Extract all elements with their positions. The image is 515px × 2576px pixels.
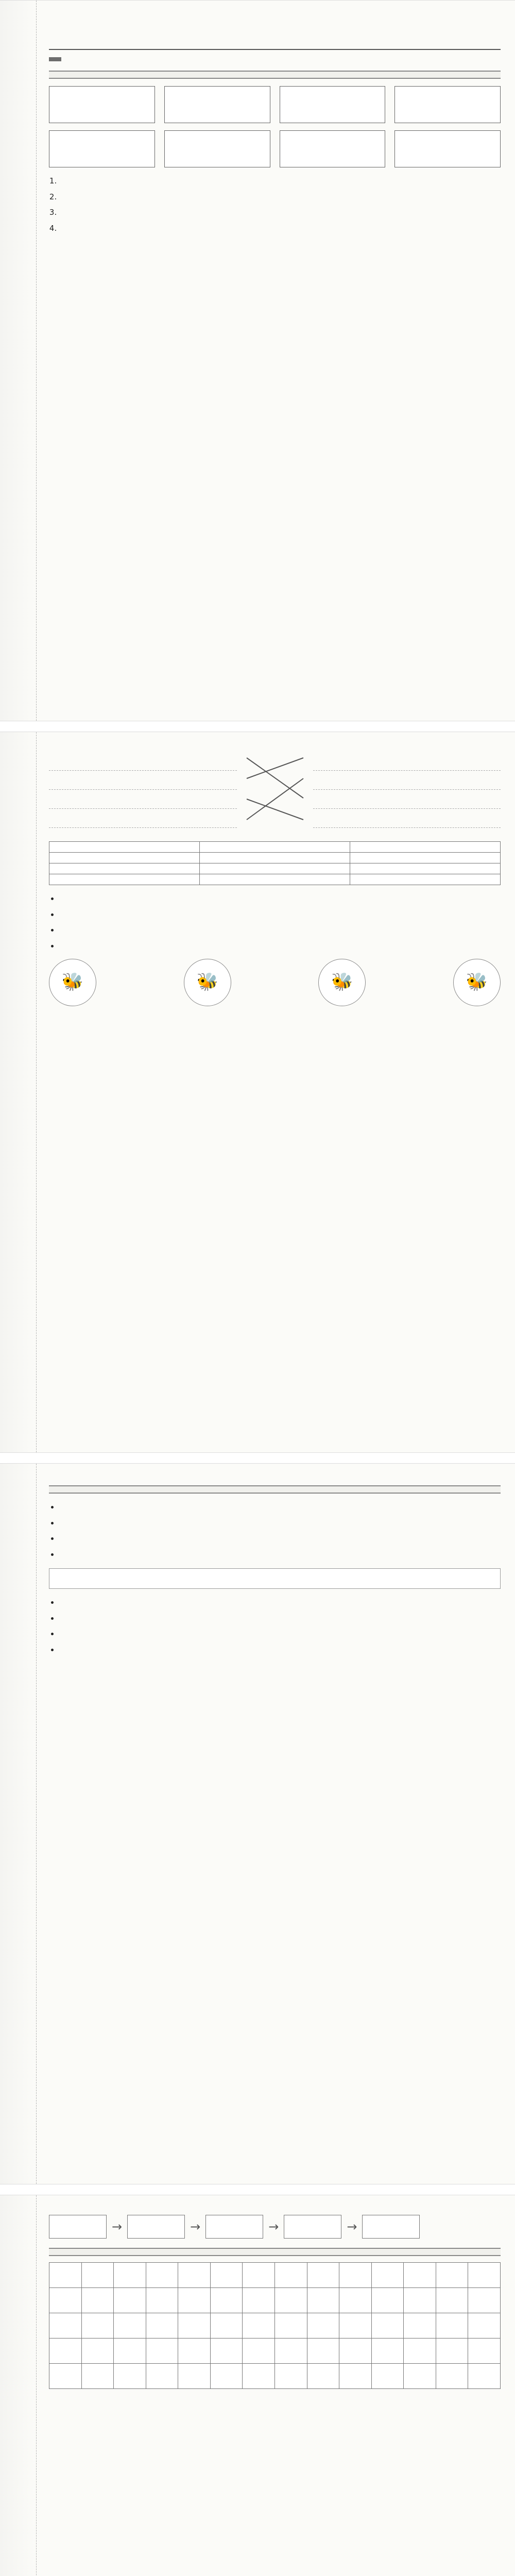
arrow-right-icon: → [112, 2219, 123, 2234]
question-5-option [59, 892, 501, 906]
grid-cell [82, 2364, 114, 2389]
bee-icon: 🐝 [49, 959, 96, 1006]
table-cell [49, 874, 200, 885]
grid-cell [404, 2313, 436, 2338]
bee-illustrations [49, 959, 501, 1006]
table-cell [200, 863, 350, 874]
grid-cell [146, 2288, 179, 2313]
grid-cell [372, 2338, 404, 2364]
exam-page-4 [0, 2195, 515, 2576]
question-5-options [49, 892, 501, 953]
grid-cell [146, 2263, 179, 2288]
exam-page-2 [0, 732, 515, 1453]
flow-box [284, 2215, 341, 2239]
exam-page-1 [0, 0, 515, 721]
grid-cell [243, 2263, 275, 2288]
question-7-option [59, 1628, 501, 1641]
table-row [49, 874, 501, 885]
exam-page-3 [0, 1463, 515, 2184]
composition-grid [49, 2262, 501, 2389]
question-8 [49, 2215, 501, 2239]
pinyin-cell [394, 86, 501, 123]
pinyin-cell [164, 130, 270, 167]
grid-cell [436, 2364, 469, 2389]
match-left-item [49, 796, 237, 809]
question-7-options [49, 1596, 501, 1656]
question-1 [49, 86, 501, 167]
match-left-item [49, 815, 237, 828]
bee-icon: 🐝 [184, 959, 231, 1006]
sequence-flow [49, 2215, 501, 2239]
grid-cell [146, 2338, 179, 2364]
pinyin-cell [49, 130, 155, 167]
question-7-option [59, 1643, 501, 1657]
flow-box [49, 2215, 107, 2239]
grid-cell [211, 2364, 243, 2389]
section-3-title [49, 2248, 501, 2256]
match-right-item [313, 796, 501, 809]
table-cell [49, 853, 200, 863]
grid-cell [372, 2288, 404, 2313]
grid-cell [339, 2263, 372, 2288]
grid-cell [307, 2313, 340, 2338]
grid-cell [307, 2288, 340, 2313]
question-2 [49, 175, 501, 235]
grid-cell [114, 2288, 146, 2313]
bee-icon: 🐝 [453, 959, 501, 1006]
flow-box [205, 2215, 263, 2239]
grid-cell [372, 2263, 404, 2288]
match-lines [244, 752, 306, 834]
arrow-right-icon: → [347, 2219, 357, 2234]
grid-cell [307, 2338, 340, 2364]
grid-cell [339, 2288, 372, 2313]
grid-cell [404, 2288, 436, 2313]
grid-cell [404, 2364, 436, 2389]
grid-cell [82, 2338, 114, 2364]
grid-cell [275, 2313, 307, 2338]
question-7 [49, 1596, 501, 1656]
grid-cell [436, 2313, 469, 2338]
grid-cell [49, 2338, 82, 2364]
match-right-item [313, 815, 501, 828]
grid-cell [146, 2313, 179, 2338]
grid-cell [307, 2364, 340, 2389]
arrow-right-icon: → [268, 2219, 279, 2234]
question-6-option [59, 1532, 501, 1546]
table-cell [200, 874, 350, 885]
pinyin-cell [394, 130, 501, 167]
grid-cell [146, 2364, 179, 2389]
grid-cell [404, 2338, 436, 2364]
grid-cell [178, 2338, 211, 2364]
grid-cell [49, 2263, 82, 2288]
grid-cell [339, 2364, 372, 2389]
arrow-right-icon: → [190, 2219, 201, 2234]
grid-cell [468, 2263, 501, 2288]
grid-cell [307, 2263, 340, 2288]
grid-cell [178, 2313, 211, 2338]
grid-cell [468, 2364, 501, 2389]
grid-cell [243, 2338, 275, 2364]
question-2-item [59, 175, 501, 188]
grid-cell [114, 2338, 146, 2364]
match-left-item [49, 758, 237, 771]
pinyin-cell [164, 86, 270, 123]
grid-cell [114, 2364, 146, 2389]
exam-header [49, 13, 501, 50]
flow-box [362, 2215, 420, 2239]
match-right-item [313, 758, 501, 771]
grid-cell [211, 2338, 243, 2364]
question-5 [49, 892, 501, 1006]
question-6-option [59, 1501, 501, 1514]
grid-cell [243, 2288, 275, 2313]
bee-icon: 🐝 [318, 959, 366, 1006]
grid-cell [468, 2288, 501, 2313]
grid-cell [372, 2313, 404, 2338]
table-cell [350, 874, 501, 885]
grid-cell [339, 2338, 372, 2364]
flow-box [127, 2215, 185, 2239]
grid-cell [436, 2338, 469, 2364]
match-right-column [313, 758, 501, 828]
table-row [49, 853, 501, 863]
table-cell [200, 842, 350, 853]
grid-cell [82, 2263, 114, 2288]
question-4 [49, 841, 501, 885]
question-2-item [59, 206, 501, 219]
question-6-options [49, 1501, 501, 1561]
table-cell [350, 842, 501, 853]
pinyin-cell [49, 86, 155, 123]
grid-cell [211, 2288, 243, 2313]
grid-cell [372, 2364, 404, 2389]
grid-cell [82, 2313, 114, 2338]
grid-cell [82, 2288, 114, 2313]
grid-cell [243, 2364, 275, 2389]
section-2-title [49, 1485, 501, 1494]
grid-cell [275, 2288, 307, 2313]
left-binding-rail [0, 1, 37, 721]
table-row [49, 863, 501, 874]
question-2-item [59, 222, 501, 235]
page-1-content [49, 13, 501, 708]
grid-cell [436, 2263, 469, 2288]
table-cell [200, 853, 350, 863]
grid-cell [275, 2338, 307, 2364]
grid-cell [114, 2263, 146, 2288]
match-left-column [49, 758, 237, 828]
question-6-option [59, 1517, 501, 1530]
question-5-option [59, 940, 501, 953]
grid-cell [404, 2263, 436, 2288]
pinyin-cell [280, 130, 386, 167]
question-7-option [59, 1596, 501, 1609]
matching-exercise [49, 752, 501, 834]
table-cell [350, 853, 501, 863]
grid-cell [243, 2313, 275, 2338]
theme-banner [49, 57, 501, 61]
grid-cell [49, 2364, 82, 2389]
question-4-table [49, 841, 501, 885]
grid-cell [114, 2313, 146, 2338]
left-binding-rail [0, 732, 37, 1452]
page-4-content [49, 2208, 501, 2576]
question-5-option [59, 908, 501, 922]
question-2-list [49, 175, 501, 235]
grid-cell [339, 2313, 372, 2338]
table-cell [350, 863, 501, 874]
match-left-item [49, 777, 237, 790]
theme-tag [49, 57, 61, 61]
question-5-option [59, 924, 501, 937]
table-cell [49, 842, 200, 853]
question-3 [49, 752, 501, 834]
grid-cell [49, 2313, 82, 2338]
grid-cell [49, 2288, 82, 2313]
page-3-content [49, 1476, 501, 2172]
grid-cell [275, 2263, 307, 2288]
grid-cell [211, 2313, 243, 2338]
table-row [49, 842, 501, 853]
grid-cell [178, 2263, 211, 2288]
grid-cell [275, 2364, 307, 2389]
match-line-drawing [244, 752, 306, 834]
question-2-item [59, 191, 501, 204]
grid-cell [178, 2364, 211, 2389]
grid-cell [468, 2338, 501, 2364]
grid-cell [178, 2288, 211, 2313]
question-6 [49, 1501, 501, 1561]
table-cell [49, 863, 200, 874]
page-2-content [49, 744, 501, 1440]
reading-passage [49, 1568, 501, 1589]
question-6-option [59, 1548, 501, 1562]
left-binding-rail [0, 1464, 37, 2184]
grid-cell [468, 2313, 501, 2338]
left-binding-rail [0, 2195, 37, 2576]
pinyin-cell [280, 86, 386, 123]
match-right-item [313, 777, 501, 790]
pinyin-grid [49, 86, 501, 167]
grid-cell [211, 2263, 243, 2288]
grid-cell [436, 2288, 469, 2313]
section-1-title [49, 71, 501, 79]
question-7-option [59, 1612, 501, 1625]
